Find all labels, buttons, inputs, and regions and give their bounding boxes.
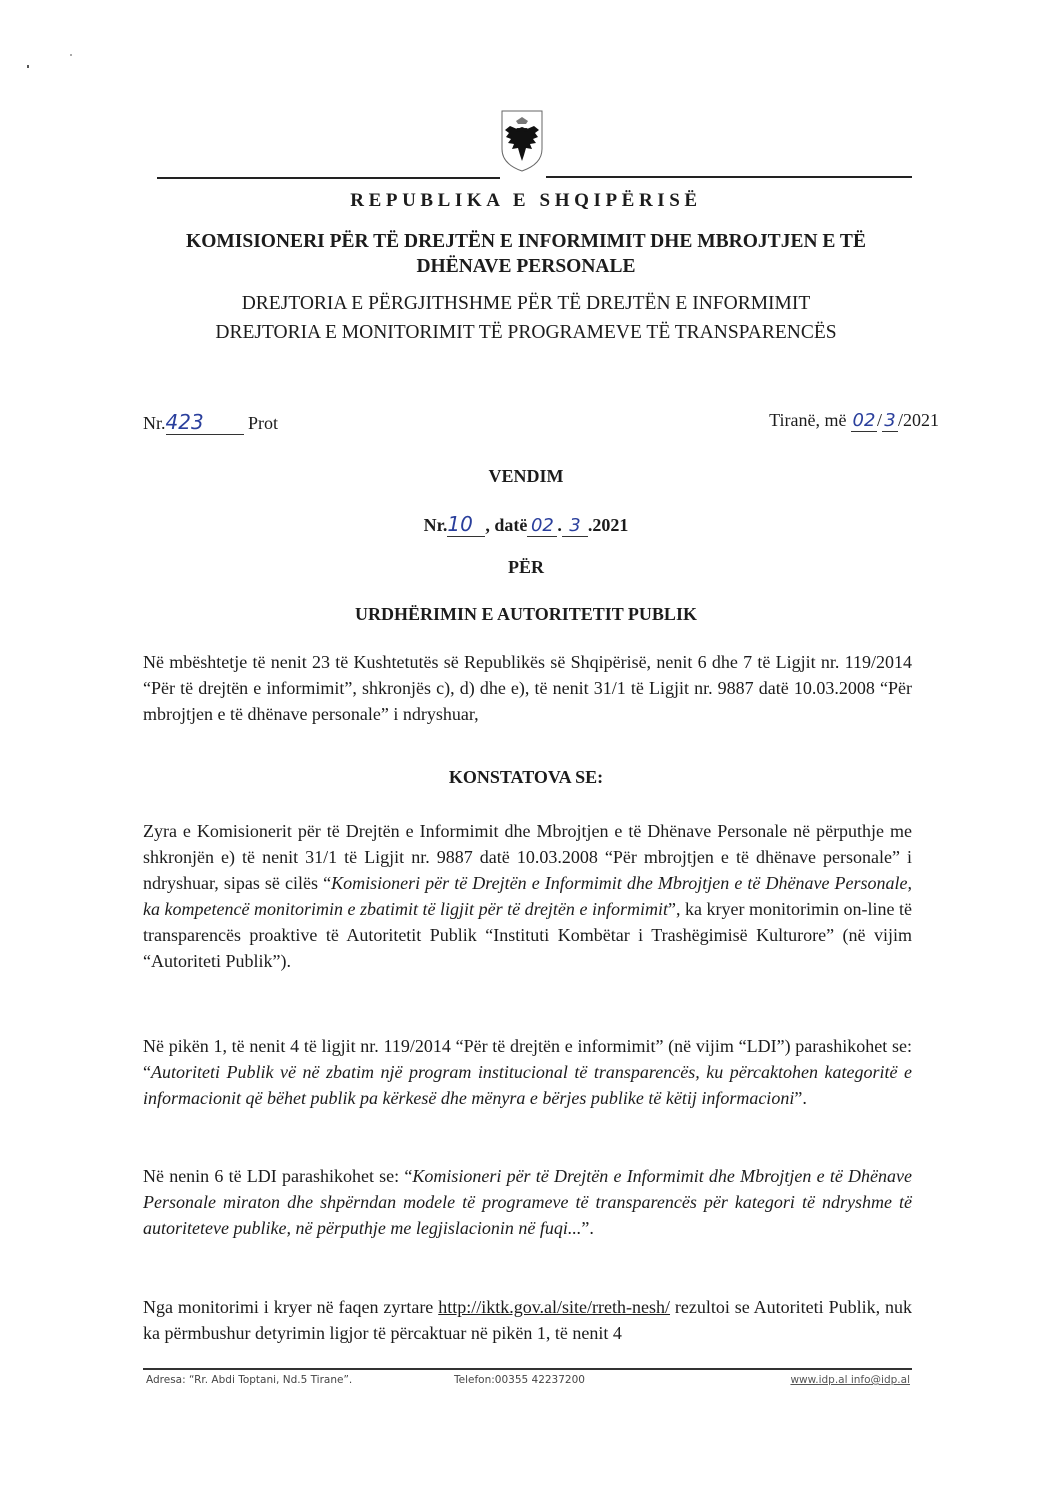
- protocol-handwritten-number: 423: [166, 410, 244, 435]
- scan-speck: [70, 54, 72, 56]
- text: rezultoi se Autoriteti Publik, nuk ka përmbushur detyrimin ligjor të përcaktuar në pikën 1, të nenit 4: [143, 1297, 912, 1343]
- decision-date-day-handwritten: 02: [527, 515, 557, 537]
- quoted-law-text: Komisioneri për të Drejtën e Informimit dhe Mbrojtjen e të Dhënave Personale miraton dhe shpërndan modele të programeve të transparencës për kategori të ndryshme të autoriteteve publike, në përputhje me legjislacionin në fuqi...: [143, 1166, 912, 1238]
- header-rule-right: [546, 176, 912, 178]
- text: ”.: [794, 1088, 807, 1108]
- decision-title: VENDIM: [488, 466, 564, 486]
- decision-subject: URDHËRIMIN E AUTORITETIT PUBLIK: [355, 604, 697, 624]
- place-label: Tiranë, më: [769, 410, 847, 430]
- findings-paragraph-2: [143, 1033, 912, 1111]
- quoted-law-text: Autoriteti Publik vë në zbatim një program institucional të transparencës, ku përcaktohen kategoritë e informacionit që bëhet publik pa kërkesë dhe mënyra e bërjes publike të këtij informacioni: [143, 1062, 912, 1108]
- date-separator: /: [876, 410, 882, 430]
- text: Në nenin 6 të LDI parashikohet se: “: [143, 1166, 413, 1186]
- decision-nr-prefix: Nr.: [423, 515, 448, 535]
- scan-speck: [27, 65, 29, 68]
- decision-date-label: , datë: [485, 515, 528, 535]
- official-website-link[interactable]: http://iktk.gov.al/site/rreth-nesh/: [438, 1297, 670, 1317]
- albania-coat-of-arms-icon: [500, 109, 544, 172]
- date-separator: .: [557, 515, 562, 535]
- text: Zyra e Komisionerit për të Drejtën e Informimit dhe Mbrojtjen e të Dhënave Personale në përputhje me shkronjën e) të nenit 31/1 të Ligjit nr. 9887 datë 10.03.2008 “Për mbrojtjen e të dhënave personale” i ndryshuar, sipas së cilës “: [143, 821, 912, 893]
- decision-handwritten-number: 10: [447, 512, 485, 537]
- footer-web-email-link[interactable]: www.idp.al info@idp.al: [790, 1374, 910, 1386]
- decision-date-year: .2021: [587, 515, 629, 535]
- footer-phone: Telefon:00355 42237200: [454, 1374, 585, 1386]
- text: ”, ka kryer monitorimin on-line të transparencës proaktive të Autoritetit Publik “Instituti Kombëtar i Trashëgimisë Kulturore” (në vijim “Autoriteti Publik”).: [143, 899, 913, 971]
- text: Nga monitorimi i kryer në faqen zyrtare: [143, 1297, 439, 1317]
- institution-title-line2: DHËNAVE PERSONALE: [416, 256, 636, 277]
- text: Në pikën 1, të nenit 4 të ligjit nr. 119/2014 “Për të drejtën e informimit” (në vijim “LDI”) parashikohet se: “: [143, 1036, 912, 1082]
- protocol-number: [143, 410, 278, 435]
- institution-title-line1: KOMISIONERI PËR TË DREJTËN E INFORMIMIT DHE MBROJTJEN E TË: [186, 231, 866, 252]
- place-date: [769, 410, 939, 432]
- findings-paragraph-1: [143, 818, 912, 974]
- footer-address: Adresa: “Rr. Abdi Toptani, Nd.5 Tirane”.: [146, 1374, 353, 1386]
- date-month-handwritten: 3: [882, 410, 898, 432]
- decision-for-label: PËR: [508, 557, 544, 577]
- protocol-suffix: Prot: [248, 413, 279, 433]
- protocol-prefix: Nr.: [143, 413, 166, 433]
- quoted-law-text: Komisioneri për të Drejtën e Informimit dhe Mbrojtjen e të Dhënave Personale, ka kompetencë monitorimin e zbatimit të ligjit për të drejtën e informimit: [143, 873, 912, 919]
- institution-title: [0, 229, 1052, 279]
- findings-paragraph-4: [143, 1294, 912, 1346]
- monitoring-directorate: DREJTORIA E MONITORIMIT TË PROGRAMEVE TË TRANSPARENCËS: [215, 322, 837, 343]
- decision-date-month-handwritten: 3: [562, 515, 588, 537]
- legal-basis-paragraph: Në mbështetje të nenit 23 të Kushtetutës së Republikës së Shqipërisë, nenit 6 dhe 7 të Ligjit nr. 119/2014 “Për të drejtën e informimit”, shkronjës c), d) dhe e), të nenit 31/1 të Ligjit nr. 9887 datë 10.03.2008 “Për mbrojtjen e të dhënave personale” i ndryshuar,: [143, 652, 912, 724]
- findings-heading: KONSTATOVA SE:: [448, 767, 604, 787]
- date-year: /2021: [897, 410, 939, 430]
- footer-rule: [143, 1368, 912, 1370]
- findings-paragraph-3: [143, 1163, 912, 1241]
- header-rule-left: [157, 177, 500, 179]
- date-day-handwritten: 02: [852, 410, 876, 431]
- decision-number-date: [0, 512, 1052, 537]
- general-directorate: DREJTORIA E PËRGJITHSHME PËR TË DREJTËN E INFORMIMIT: [241, 293, 811, 314]
- text: ”.: [581, 1218, 594, 1238]
- country-name: REPUBLIKA E SHQIPËRISË: [350, 190, 702, 211]
